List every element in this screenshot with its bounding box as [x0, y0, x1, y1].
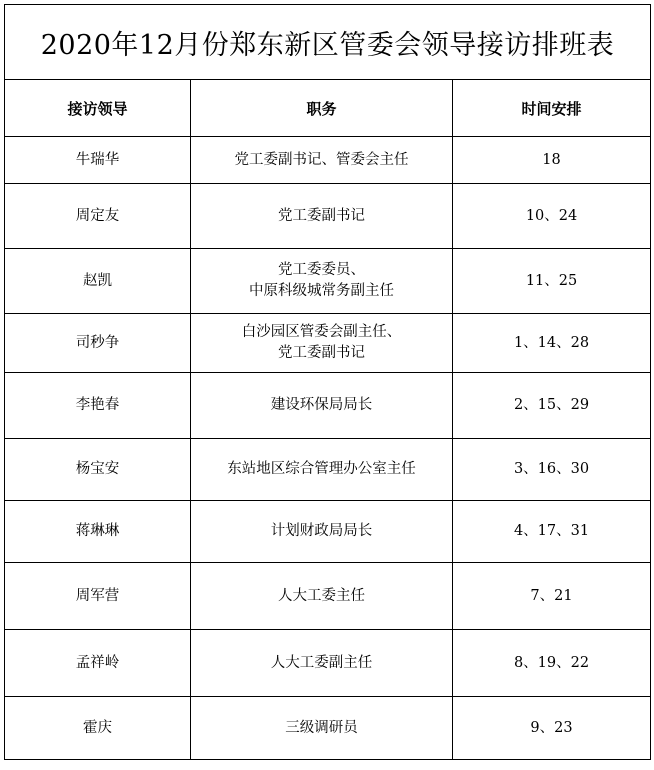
schedule-dates: 3、16、30: [453, 439, 651, 501]
position-line: 白沙园区管委会副主任、: [241, 324, 402, 340]
schedule-dates: 7、21: [453, 563, 651, 630]
schedule-dates: 2、15、29: [453, 373, 651, 439]
position-line: 人大工委副主任: [270, 654, 373, 671]
leader-position: [191, 563, 453, 630]
position-line: 人大工委主任: [278, 587, 365, 604]
leader-position: [191, 249, 453, 314]
leader-name: 霍庆: [5, 697, 191, 760]
table-row: [5, 630, 651, 697]
column-header-position: 职务: [191, 80, 453, 137]
position-line: 计划财政局局长: [270, 523, 373, 539]
leader-name: 周军营: [5, 563, 191, 630]
column-header-leader: 接访领导: [5, 80, 191, 137]
leader-name: 李艳春: [5, 373, 191, 439]
position-line: 党工委副书记、管委会主任: [234, 151, 409, 168]
schedule-dates: 8、19、22: [453, 630, 651, 697]
schedule-dates: 18: [453, 137, 651, 184]
table-row: [5, 314, 651, 373]
schedule-dates: 1、14、28: [453, 314, 651, 373]
position-line: 建设环保局局长: [270, 397, 373, 413]
table-row: [5, 439, 651, 501]
schedule-dates: 11、25: [453, 249, 651, 314]
table-row: [5, 184, 651, 249]
schedule-dates: 10、24: [453, 184, 651, 249]
table-row: [5, 373, 651, 439]
position-line: 党工委副书记: [278, 207, 365, 224]
leader-position: [191, 697, 453, 760]
leader-name: 孟祥岭: [5, 630, 191, 697]
leader-name: 周定友: [5, 184, 191, 249]
table-row: [5, 697, 651, 760]
leader-position: [191, 184, 453, 249]
leader-position: [191, 373, 453, 439]
schedule-dates: 4、17、31: [453, 501, 651, 563]
table-row: [5, 249, 651, 314]
leader-name: 赵凯: [5, 249, 191, 314]
leader-name: 蒋琳琳: [5, 501, 191, 563]
position-line: 党工委委员、: [278, 262, 365, 278]
position-line: 三级调研员: [285, 719, 358, 736]
table-row: [5, 563, 651, 630]
position-line: 东站地区综合管理办公室主任: [227, 461, 416, 477]
leader-position: [191, 501, 453, 563]
header-row: [5, 80, 651, 137]
leader-name: 司秒争: [5, 314, 191, 373]
schedule-table: [4, 4, 651, 760]
leader-position: [191, 314, 453, 373]
leader-position: [191, 137, 453, 184]
table-row: [5, 501, 651, 563]
leader-position: [191, 439, 453, 501]
position-line: 党工委副书记: [278, 345, 365, 361]
leader-name: 杨宝安: [5, 439, 191, 501]
column-header-schedule: 时间安排: [453, 80, 651, 137]
table-row: [5, 137, 651, 184]
position-line: 中原科级城常务副主任: [249, 283, 394, 299]
leader-position: [191, 630, 453, 697]
leader-name: 牛瑞华: [5, 137, 191, 184]
page-title: 2020年12月份郑东新区管委会领导接访排班表: [5, 5, 651, 80]
schedule-dates: 9、23: [453, 697, 651, 760]
